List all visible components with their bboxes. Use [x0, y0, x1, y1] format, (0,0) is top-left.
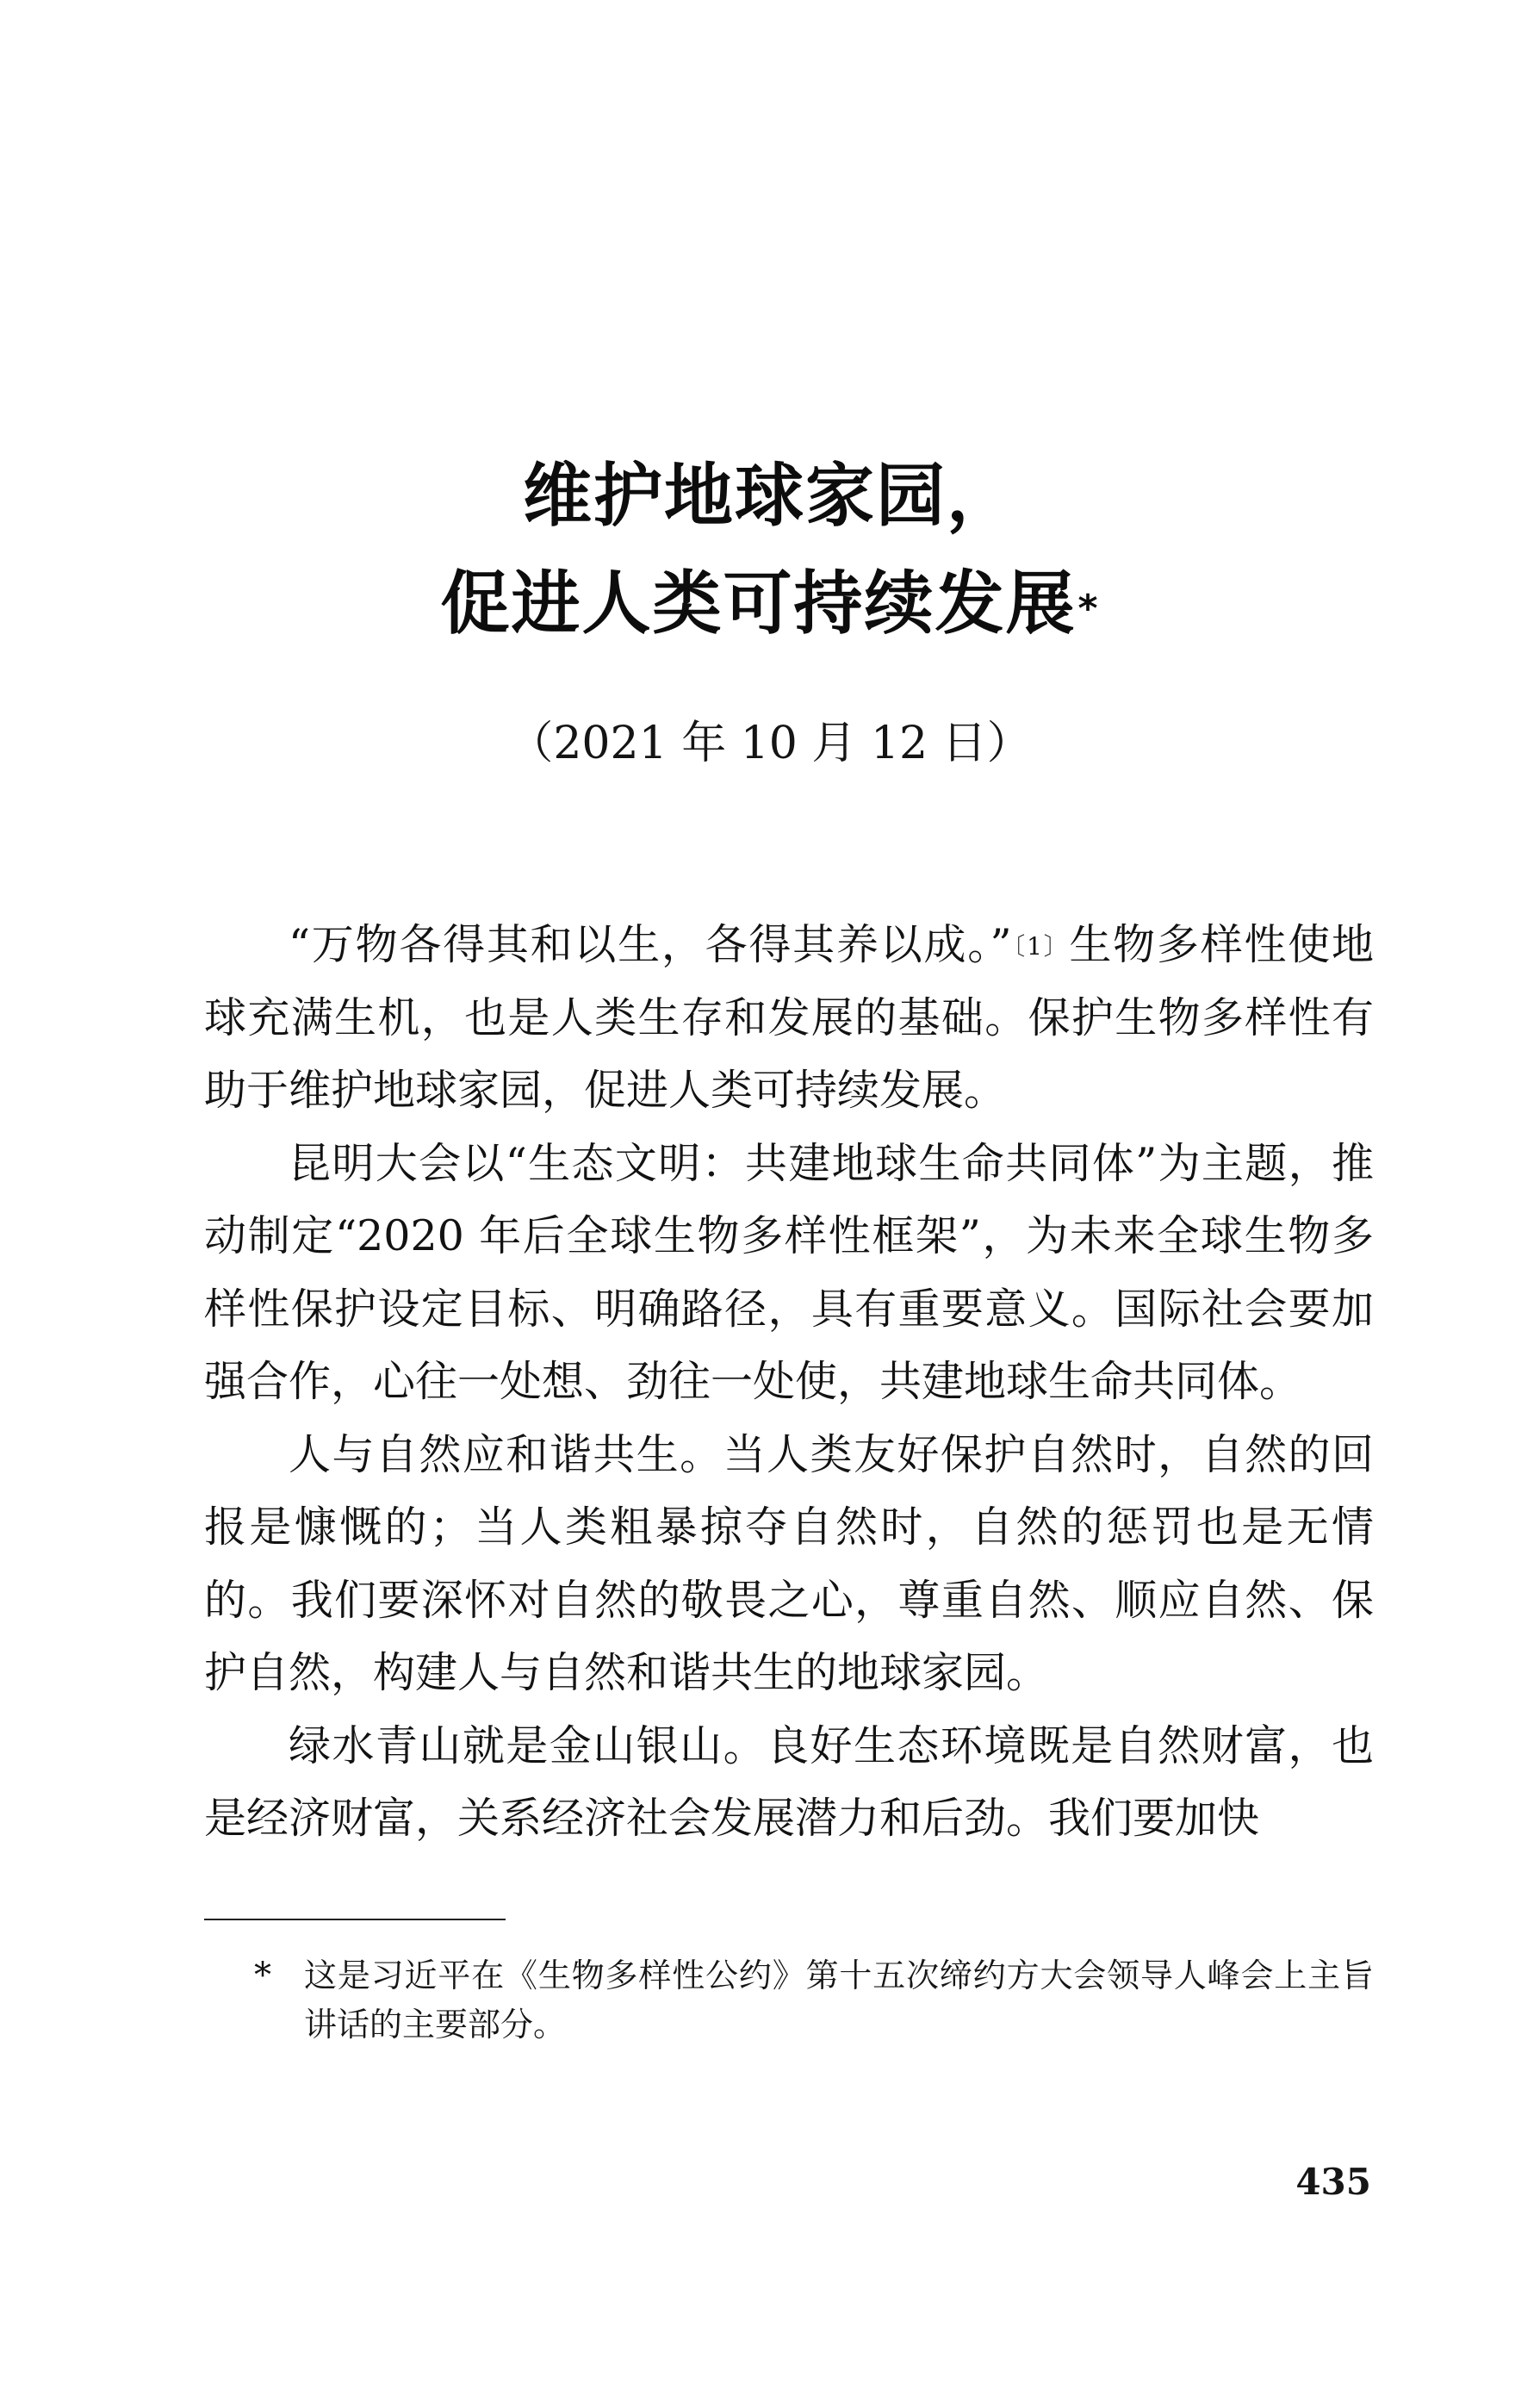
paragraph-1 [204, 909, 1374, 1128]
footnote-text: 这是习近平在《生物多样性公约》第十五次缔约方大会领导人峰会上主旨讲话的主要部分。 [304, 1957, 1374, 2044]
page-title-line-1 [0, 448, 1540, 544]
paragraph-3: 人与自然应和谐共生。当人类友好保护自然时，自然的回报是慷慨的；当人类粗暴掠夺自然时，自然的惩罚也是无情的。我们要深怀对自然的敬畏之心，尊重自然、顺应自然、保护自然，构建人与自然和谐共生的地球家园。 [204, 1429, 1374, 1697]
page-number: 435 [1295, 2161, 1371, 2203]
title-line-1-text: 维护地球家园， [523, 456, 1017, 536]
endnote-reference-1: 〔1〕 [1011, 932, 1070, 961]
paragraph-1-text: 生物多样性使地球充满生机，也是人类生存和发展的基础。保护生物多样性有助于维护地球家园，促进人类可持续发展。 [204, 920, 1374, 1115]
page-title-line-2 [0, 556, 1540, 652]
paragraph-2: 昆明大会以“生态文明：共建地球生命共同体”为主题，推动制定“2020 年后全球生物多样性框架”，为未来全球生物多样性保护设定目标、明确路径，具有重要意义。国际社会要加强合作，心往一处想、劲往一处使，共建地球生命共同体。 [204, 1138, 1374, 1406]
speech-date: （2021 年 10 月 12 日） [508, 718, 1032, 769]
footnote [204, 1951, 1374, 2050]
title-line-2-text: 促进人类可持续发展 [440, 563, 1077, 644]
title-footnote-marker: * [1077, 587, 1100, 631]
footnote-marker: * [254, 1956, 271, 1995]
footnote-divider [204, 1919, 506, 1920]
paragraph-1-quote: “万物各得其和以生，各得其养以成。” [289, 920, 1012, 969]
paragraph-4: 绿水青山就是金山银山。良好生态环境既是自然财富，也是经济财富，关系经济社会发展潜力和后劲。我们要加快 [204, 1720, 1374, 1843]
body-text [204, 909, 1374, 1856]
